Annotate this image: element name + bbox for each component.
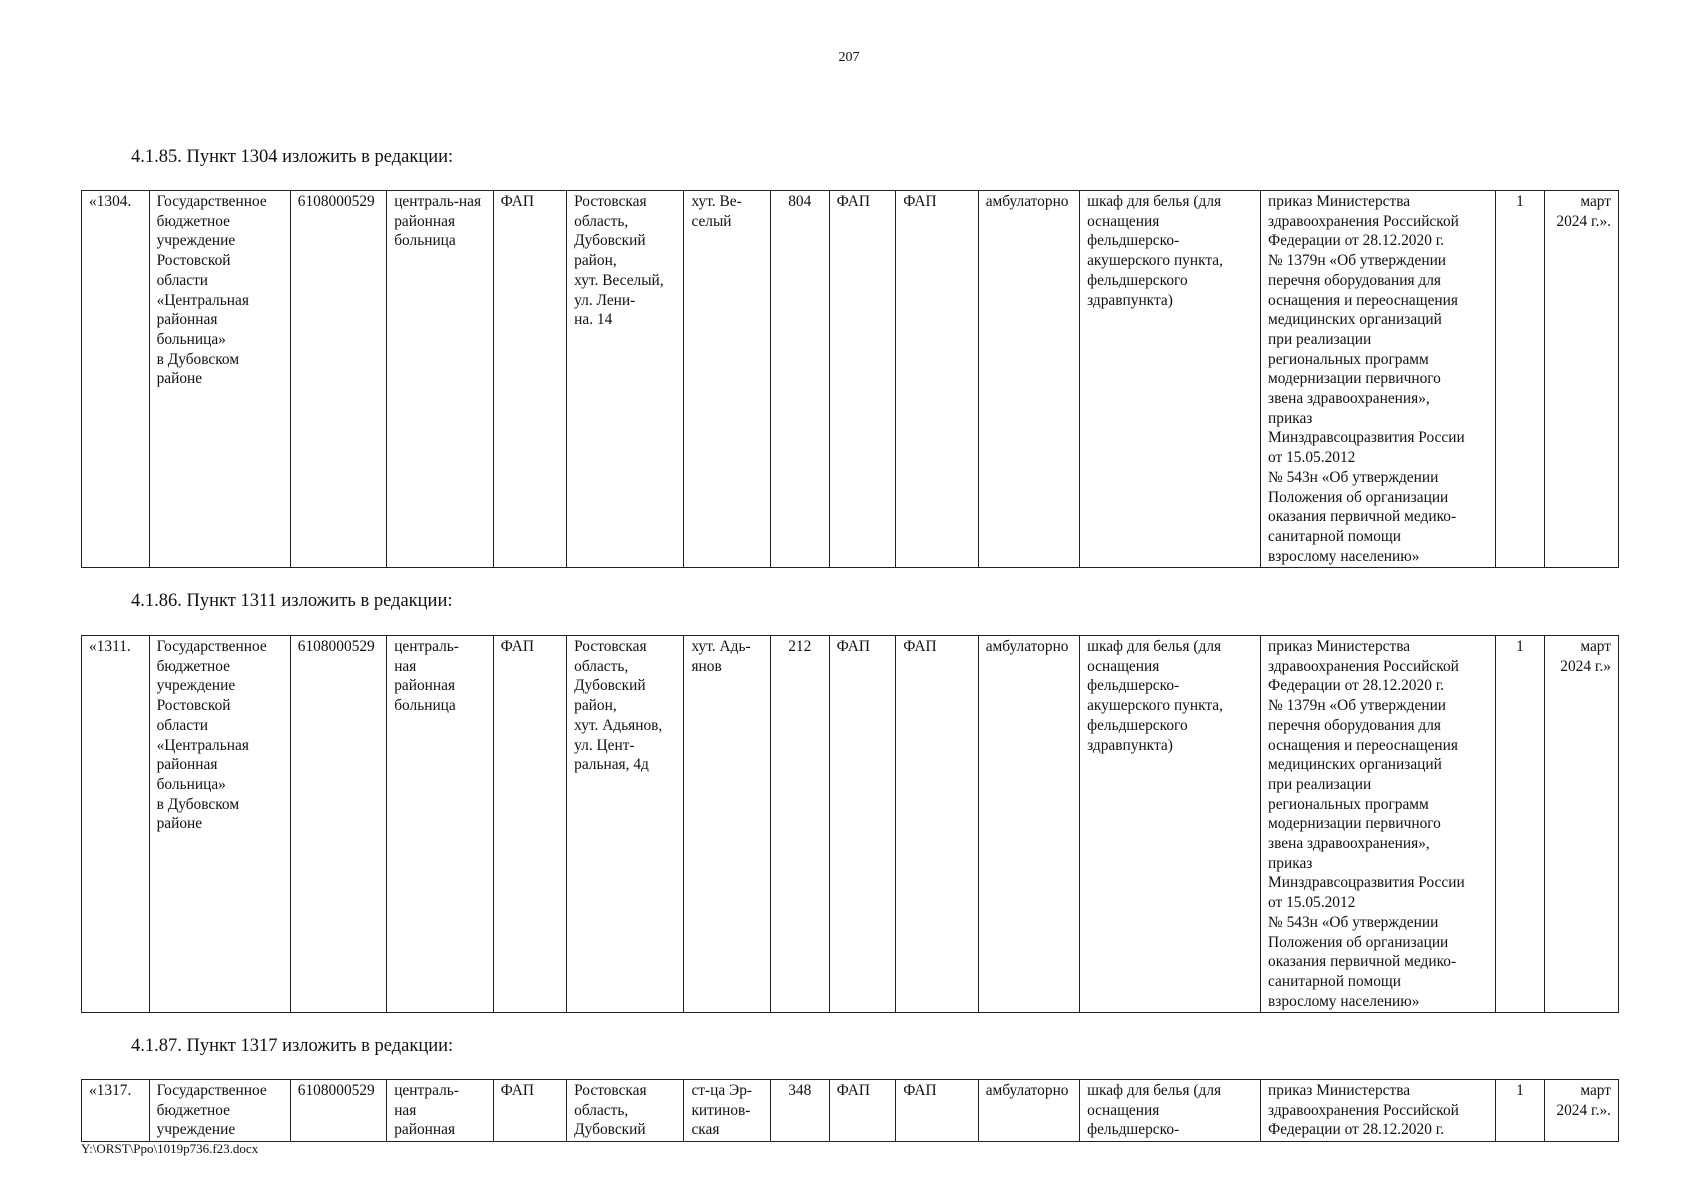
cell-line: здравоохранения Российской [1268, 657, 1459, 675]
cell-unit2: ФАП [829, 636, 896, 1013]
cell-line: ул. Цент- [574, 736, 635, 754]
cell-line: приказ Министерства [1268, 638, 1411, 655]
cell-line: ст-ца Эр- [691, 1082, 753, 1099]
cell-line: от 15.05.2012 [1268, 894, 1356, 912]
cell-line: бюджетное [156, 1101, 230, 1119]
cell-unit: ФАП [493, 636, 567, 1013]
cell-line: региональных программ [1268, 350, 1429, 368]
cell-line: от 15.05.2012 [1268, 449, 1356, 467]
cell-line: № 543н «Об утверждении [1268, 468, 1439, 486]
cell-line: при реализации [1268, 330, 1372, 348]
cell-line: ная [394, 1101, 417, 1119]
cell-basis [1261, 191, 1496, 568]
cell-line: Ростовская [574, 193, 647, 210]
file-path-footer: Y:\ORST\Ppo\1019p736.f23.docx [81, 1141, 259, 1156]
cell-line: районе [156, 370, 203, 388]
cell-line: оказания первичной медико- [1268, 508, 1457, 526]
cell-line: ральная, 4д [574, 756, 649, 774]
cell-line: приказ [1268, 854, 1313, 872]
cell-num: «1304. [82, 191, 150, 568]
cell-line: № 1379н «Об утверждении [1268, 252, 1447, 270]
cell-line: бюджетное [156, 657, 230, 675]
cell-date [1545, 1080, 1619, 1142]
table-row [82, 636, 1619, 1013]
cell-population: 212 [770, 636, 829, 1013]
cell-line: оказания первичной медико- [1268, 953, 1457, 971]
cell-line: Дубовский [574, 677, 646, 695]
cell-line: янов [691, 657, 722, 675]
cell-line: район, [574, 697, 617, 715]
cell-unit2: ФАП [829, 191, 896, 568]
cell-line: учреждение [156, 232, 236, 250]
cell-care: амбулаторно [978, 1080, 1079, 1142]
amendment-table-3 [81, 1079, 1619, 1142]
cell-line: Положения об организации [1268, 933, 1449, 951]
cell-line: «Центральная [156, 291, 249, 309]
cell-line: районная [156, 311, 218, 329]
cell-line: приказ Министерства [1268, 1082, 1411, 1099]
cell-line: санитарной помощи [1268, 972, 1401, 990]
cell-line: Государственное [156, 193, 267, 210]
cell-line: № 1379н «Об утверждении [1268, 697, 1447, 715]
cell-line: взрослому населению» [1268, 547, 1420, 565]
cell-locality [684, 1080, 770, 1142]
cell-line: Федерации от 28.12.2020 г. [1268, 232, 1445, 250]
cell-line: Минздравсоцразвития России [1268, 429, 1465, 447]
cell-line: больница [394, 697, 456, 715]
cell-org [149, 191, 290, 568]
cell-line: учреждение [156, 677, 236, 695]
cell-line: модернизации первичного [1268, 815, 1441, 833]
cell-line: здравоохранения Российской [1268, 1101, 1459, 1119]
cell-unit: ФАП [493, 191, 567, 568]
cell-line: селый [691, 212, 732, 230]
cell-inn: 6108000529 [290, 1080, 386, 1142]
cell-line: Дубовский [574, 232, 646, 250]
cell-line: бюджетное [156, 212, 230, 230]
cell-unit: ФАП [493, 1080, 567, 1142]
cell-line: в Дубовском [156, 350, 240, 368]
cell-line: Государственное [156, 638, 267, 655]
cell-line: ская [691, 1121, 720, 1139]
cell-line: региональных программ [1268, 795, 1429, 813]
cell-address [567, 636, 684, 1013]
cell-line: звена здравоохранения», [1268, 390, 1430, 408]
cell-equipment [1080, 191, 1261, 568]
cell-line: фельдшерского [1087, 271, 1188, 289]
cell-line: учреждение [156, 1121, 236, 1139]
cell-line: хут. Веселый, [574, 271, 664, 289]
cell-line: районная [394, 1121, 456, 1139]
cell-line: централь- [394, 638, 459, 655]
cell-line: хут. Ве- [691, 193, 742, 210]
cell-unit3: ФАП [896, 636, 979, 1013]
cell-line: здравоохранения Российской [1268, 212, 1459, 230]
cell-line: область, [574, 657, 629, 675]
cell-line: оснащения [1087, 1101, 1160, 1119]
cell-line: ул. Лени- [574, 291, 636, 309]
cell-line: медицинских организаций [1268, 311, 1442, 329]
cell-org [149, 636, 290, 1013]
cell-line: Федерации от 28.12.2020 г. [1268, 677, 1445, 695]
cell-line: перечня оборудования для [1268, 271, 1441, 289]
cell-line: районе [156, 815, 203, 833]
table-row [82, 1080, 1619, 1142]
cell-line: Ростовской [156, 697, 231, 715]
cell-equipment [1080, 1080, 1261, 1142]
section-heading-2: 4.1.86. Пункт 1311 изложить в редакции: [131, 591, 453, 611]
cell-line: фельдшерского [1087, 716, 1188, 734]
cell-line: 2024 г.». [1556, 1101, 1611, 1119]
section-heading-3: 4.1.87. Пункт 1317 изложить в редакции: [131, 1036, 454, 1056]
cell-line: в Дубовском [156, 795, 240, 813]
cell-line: взрослому населению» [1268, 992, 1420, 1010]
cell-line: медицинских организаций [1268, 756, 1442, 774]
cell-line: больница» [156, 775, 226, 793]
cell-line: Дубовский [574, 1121, 646, 1139]
cell-line: Государственное [156, 1082, 267, 1099]
cell-line: область, [574, 212, 629, 230]
cell-care: амбулаторно [978, 636, 1079, 1013]
cell-line: районная [394, 677, 456, 695]
cell-date [1545, 191, 1619, 568]
cell-line: на. 14 [574, 311, 613, 329]
cell-qty: 1 [1495, 636, 1545, 1013]
cell-line: области [156, 716, 209, 734]
cell-address [567, 191, 684, 568]
cell-line: санитарной помощи [1268, 527, 1401, 545]
cell-line: область, [574, 1101, 629, 1119]
cell-line: звена здравоохранения», [1268, 835, 1430, 853]
cell-type [387, 1080, 493, 1142]
page-number: 207 [838, 50, 860, 65]
cell-equipment [1080, 636, 1261, 1013]
cell-line: районная [156, 756, 218, 774]
cell-locality [684, 636, 770, 1013]
cell-basis [1261, 636, 1496, 1013]
cell-line: модернизации первичного [1268, 370, 1441, 388]
cell-line: март [1580, 193, 1611, 210]
cell-line: фельдшерско- [1087, 232, 1180, 250]
cell-line: перечня оборудования для [1268, 716, 1441, 734]
cell-line: больница [394, 232, 456, 250]
cell-line: Федерации от 28.12.2020 г. [1268, 1121, 1445, 1139]
cell-line: № 543н «Об утверждении [1268, 913, 1439, 931]
cell-date [1545, 636, 1619, 1013]
cell-inn: 6108000529 [290, 191, 386, 568]
cell-line: март [1580, 1082, 1611, 1099]
cell-line: шкаф для белья (для [1087, 638, 1222, 655]
cell-line: 2024 г.» [1560, 657, 1611, 675]
cell-population: 348 [770, 1080, 829, 1142]
cell-line: больница» [156, 330, 226, 348]
cell-qty: 1 [1495, 1080, 1545, 1142]
cell-locality [684, 191, 770, 568]
cell-line: Ростовская [574, 638, 647, 655]
cell-unit2: ФАП [829, 1080, 896, 1142]
cell-line: 2024 г.». [1556, 212, 1611, 230]
cell-care: амбулаторно [978, 191, 1079, 568]
cell-line: район, [574, 252, 617, 270]
cell-line: Ростовская [574, 1082, 647, 1099]
cell-line: приказ Министерства [1268, 193, 1411, 210]
cell-line: Ростовской [156, 252, 231, 270]
cell-line: централь- [394, 1082, 459, 1099]
cell-num: «1317. [82, 1080, 150, 1142]
cell-line: оснащения и переоснащения [1268, 736, 1458, 754]
cell-type [387, 636, 493, 1013]
cell-line: оснащения [1087, 657, 1160, 675]
cell-line: централь-ная [394, 193, 482, 210]
cell-address [567, 1080, 684, 1142]
cell-line: Положения об организации [1268, 488, 1449, 506]
cell-line: хут. Адь- [691, 638, 751, 655]
cell-num: «1311. [82, 636, 150, 1013]
amendment-table-2 [81, 635, 1619, 1013]
cell-basis [1261, 1080, 1496, 1142]
cell-line: области [156, 271, 209, 289]
cell-line: оснащения и переоснащения [1268, 291, 1458, 309]
cell-line: при реализации [1268, 775, 1372, 793]
cell-line: районная [394, 212, 456, 230]
cell-line: приказ [1268, 409, 1313, 427]
cell-line: «Центральная [156, 736, 249, 754]
cell-line: акушерского пункта, [1087, 697, 1223, 715]
cell-line: март [1580, 638, 1611, 655]
cell-line: хут. Адьянов, [574, 716, 663, 734]
cell-line: фельдшерско- [1087, 677, 1180, 695]
table-row [82, 191, 1619, 568]
cell-line: акушерского пункта, [1087, 252, 1223, 270]
cell-inn: 6108000529 [290, 636, 386, 1013]
amendment-table-1 [81, 190, 1619, 568]
cell-line: здравпункта) [1087, 291, 1173, 309]
cell-unit3: ФАП [896, 191, 979, 568]
cell-population: 804 [770, 191, 829, 568]
cell-line: здравпункта) [1087, 736, 1173, 754]
cell-unit3: ФАП [896, 1080, 979, 1142]
cell-org [149, 1080, 290, 1142]
cell-line: шкаф для белья (для [1087, 193, 1222, 210]
cell-line: ная [394, 657, 417, 675]
cell-type [387, 191, 493, 568]
cell-line: оснащения [1087, 212, 1160, 230]
cell-line: фельдшерско- [1087, 1121, 1180, 1139]
cell-line: Минздравсоцразвития России [1268, 874, 1465, 892]
section-heading-1: 4.1.85. Пункт 1304 изложить в редакции: [131, 147, 454, 167]
cell-line: шкаф для белья (для [1087, 1082, 1222, 1099]
cell-line: китинов- [691, 1101, 751, 1119]
cell-qty: 1 [1495, 191, 1545, 568]
